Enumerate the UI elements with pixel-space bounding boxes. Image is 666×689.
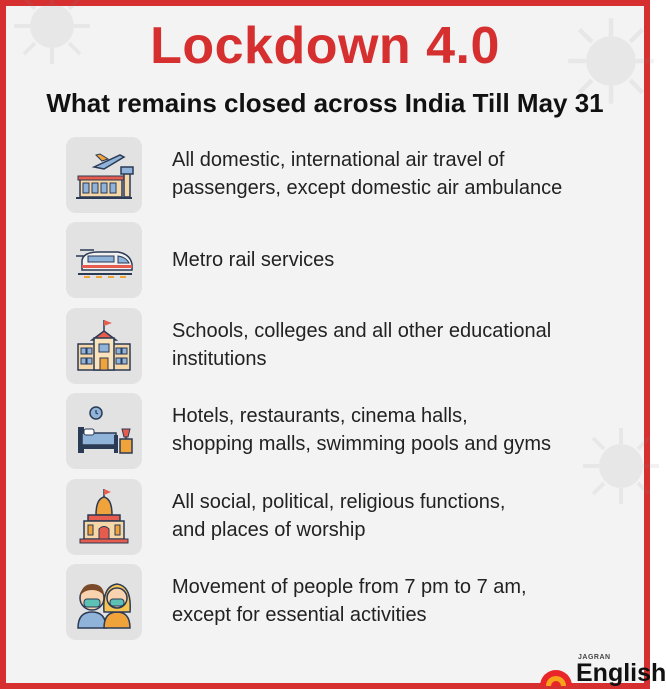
jagran-english-logo xyxy=(536,654,666,688)
icon-tile xyxy=(66,308,142,384)
logo-brand-text: English xyxy=(576,659,666,687)
logo-small-text: JAGRAN xyxy=(578,654,611,661)
hotel-bed-icon xyxy=(74,401,134,461)
item-text: All domestic, international air travel of passengers, except domestic air ambulance xyxy=(172,149,563,199)
icon-tile xyxy=(66,564,142,640)
sun-logo-icon xyxy=(538,664,574,686)
metro-train-icon xyxy=(74,230,134,290)
item-text: Movement of people from 7 pm to 7 am, except for essential activities xyxy=(172,576,527,626)
list-item xyxy=(66,222,646,298)
item-text: Schools, colleges and all other educational institutions xyxy=(172,320,552,370)
item-text: Metro rail services xyxy=(172,249,335,271)
item-text: Hotels, restaurants, cinema halls, shopping malls, swimming pools and gyms xyxy=(172,405,552,455)
icon-tile xyxy=(66,137,142,213)
list-item xyxy=(66,564,646,640)
airport-icon xyxy=(74,145,134,205)
school-icon xyxy=(74,316,134,376)
icon-tile xyxy=(66,393,142,469)
list-item xyxy=(66,479,646,555)
list-item xyxy=(66,137,646,213)
list-item xyxy=(66,308,646,384)
temple-icon xyxy=(74,487,134,547)
page-title: Lockdown 4.0 xyxy=(150,17,500,75)
masked-people-icon xyxy=(74,572,134,632)
page-subtitle: What remains closed across India Till May 31 xyxy=(46,88,604,118)
icon-tile xyxy=(66,222,142,298)
item-text: All social, political, religious functions, and places of worship xyxy=(172,491,506,541)
list-item xyxy=(66,393,646,469)
icon-tile xyxy=(66,479,142,555)
